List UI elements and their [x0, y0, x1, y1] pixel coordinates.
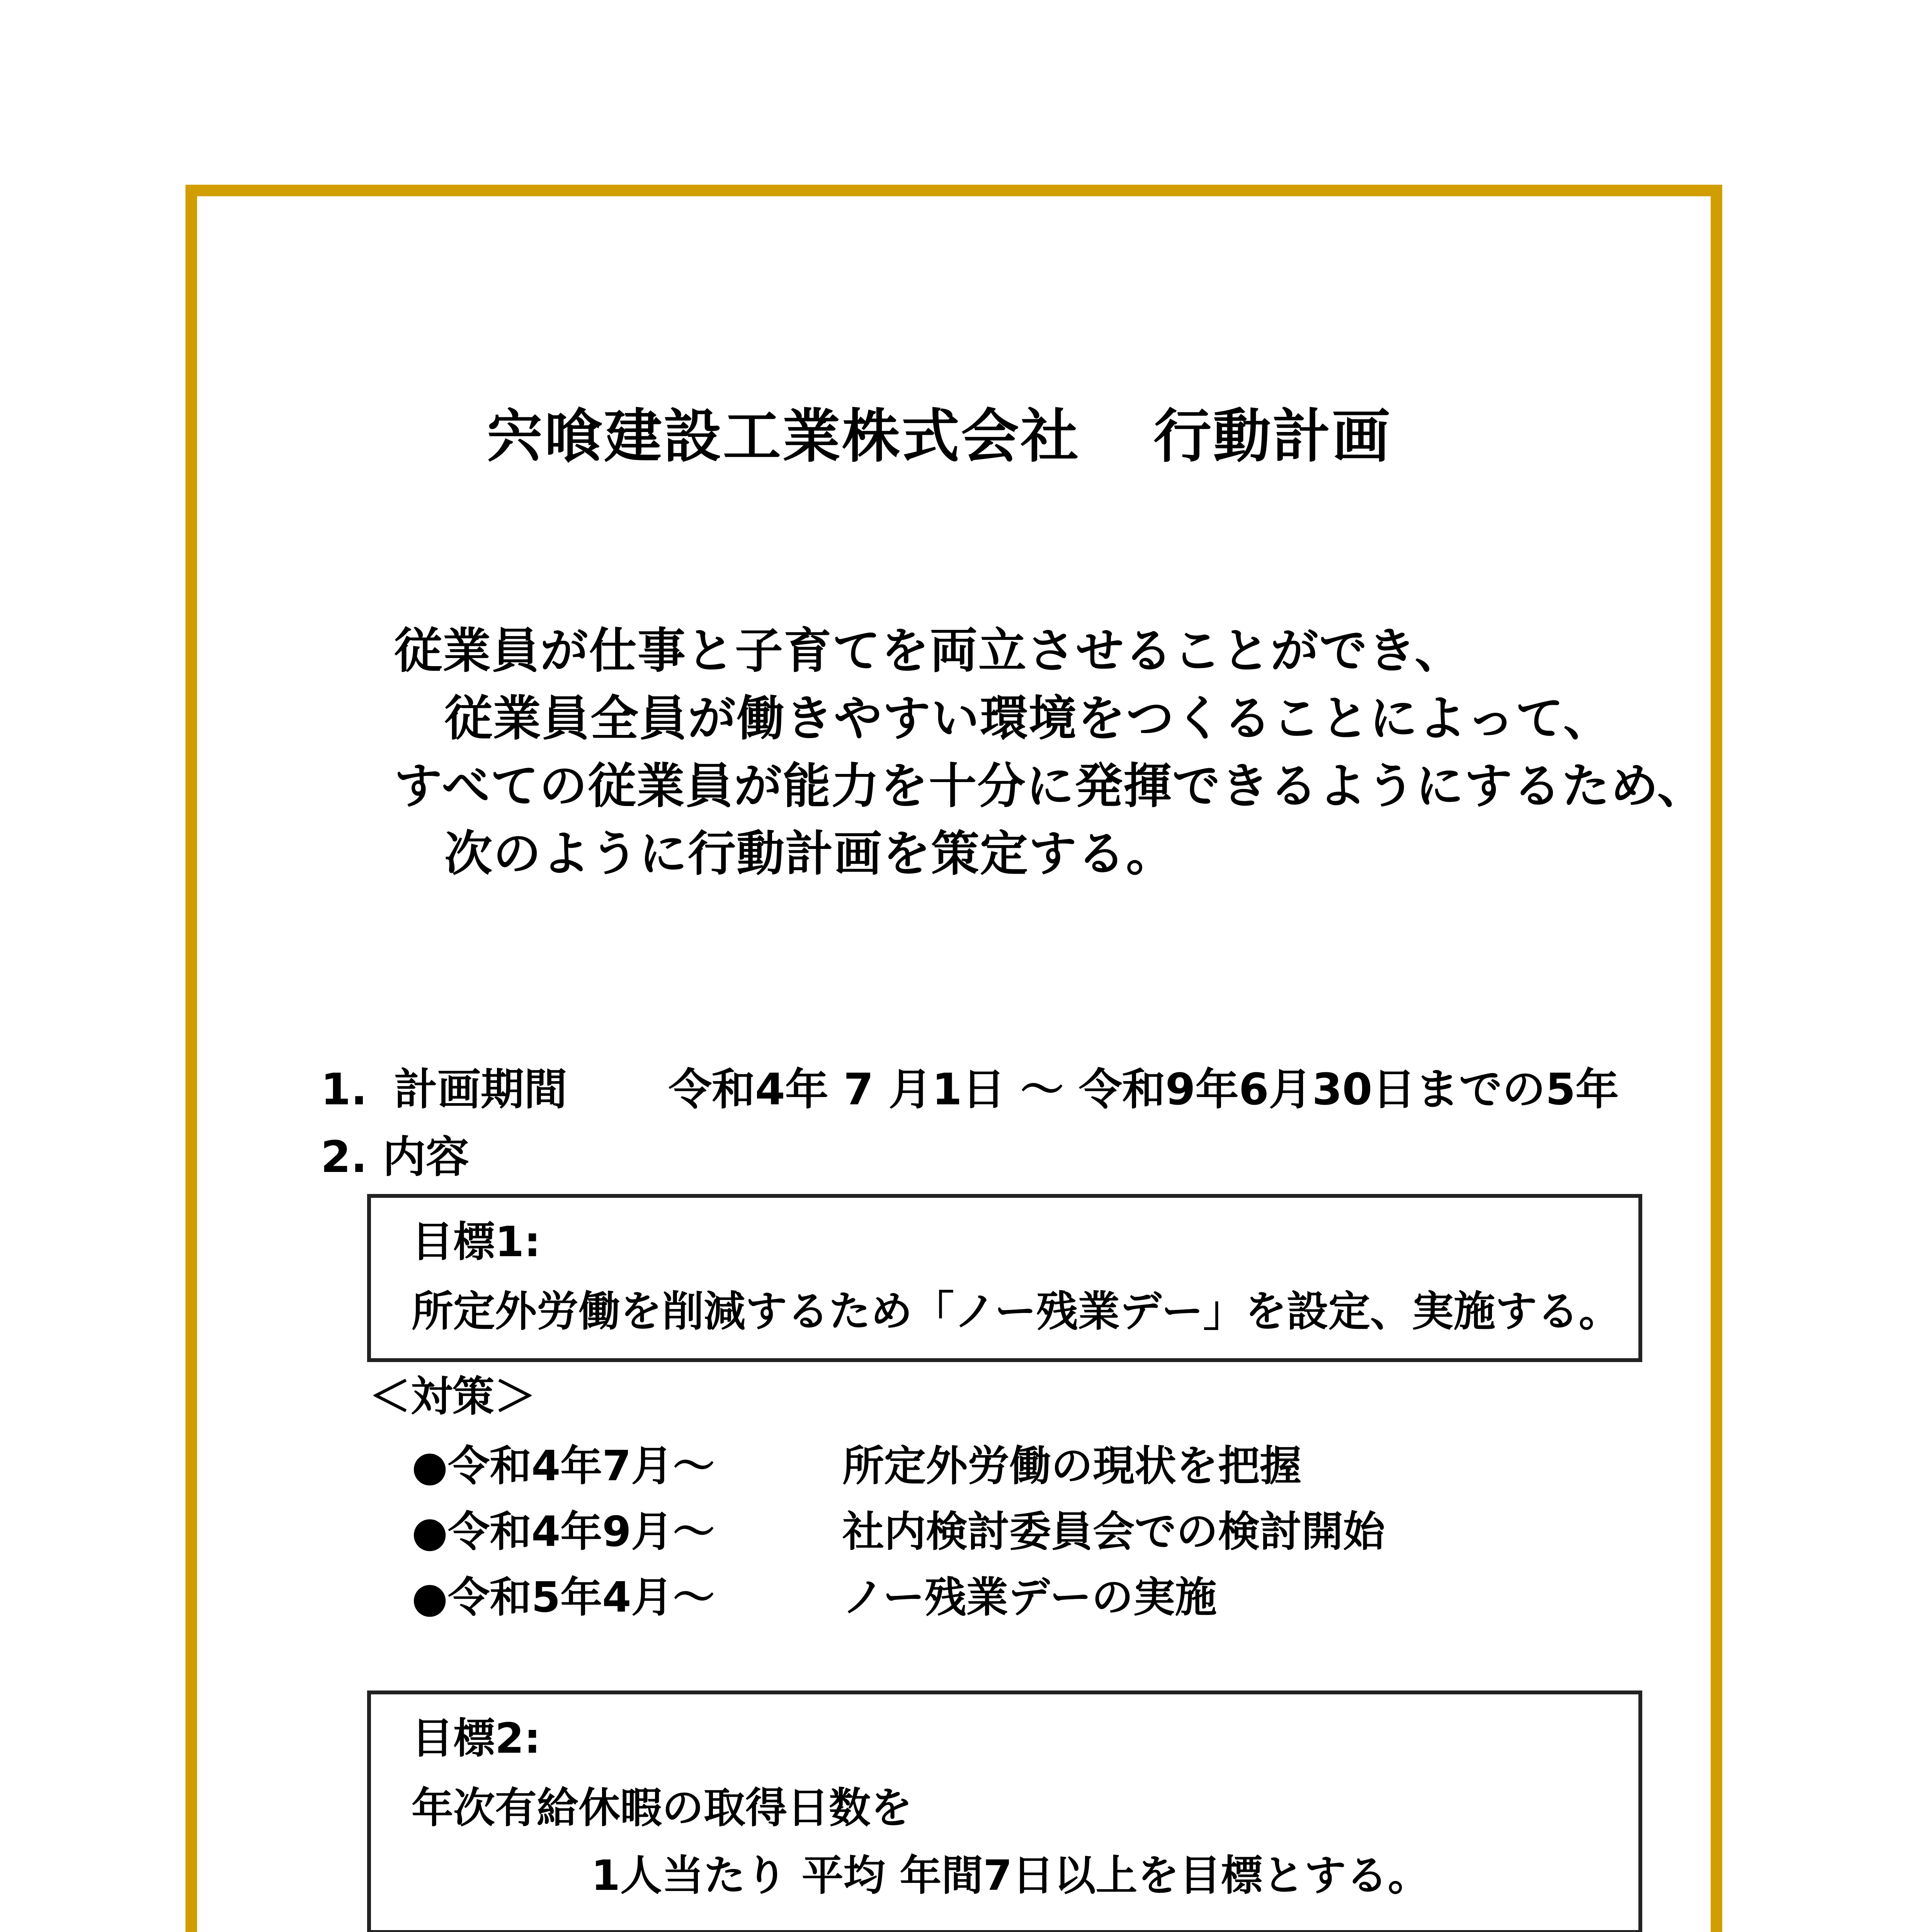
measures1-heading: ＜対策＞: [369, 1372, 536, 1421]
measure-text: 社内検討委員会での検討開始: [842, 1508, 1385, 1556]
measure-date: ●令和4年9月～: [412, 1508, 715, 1556]
measure-date: ●令和4年7月～: [412, 1442, 715, 1490]
goal2-line-2: 1人当たり 平均 年間7日以上を目標とする。: [591, 1852, 1430, 1900]
measure-date: ●令和5年4月～: [412, 1573, 715, 1622]
period-value: 令和4年 7 月1日 ～ 令和9年6月30日までの5年: [668, 1065, 1619, 1115]
content-label: 内容: [383, 1132, 469, 1182]
goal1-heading: 目標1:: [412, 1218, 541, 1266]
intro-line-3: すべての従業員が能力を十分に発揮できるようにするため、: [394, 759, 1706, 814]
goal2-line-1: 年次有給休暇の取得日数を: [412, 1784, 913, 1832]
company-name: 宍喰建設工業株式会社: [485, 403, 1080, 470]
intro-line-4: 次のように行動計画を策定する。: [444, 826, 1175, 882]
goal2-heading: 目標2:: [412, 1714, 541, 1763]
goal1-text: 所定外労働を削減するため「ノー残業デー」を設定、実施する。: [412, 1287, 1621, 1336]
measure-text: ノー残業デーの実施: [842, 1573, 1217, 1622]
period-label: 計画期間: [394, 1065, 567, 1115]
title-heading: 行動計画: [1153, 403, 1392, 470]
intro-line-2: 従業員全員が働きやすい環境をつくることによって、: [444, 691, 1612, 747]
content-number: 2.: [321, 1132, 367, 1182]
document-title: [485, 398, 1391, 475]
intro-line-1: 従業員が仕事と子育てを両立させることができ、: [394, 623, 1464, 679]
measure-text: 所定外労働の現状を把握: [842, 1442, 1302, 1490]
period-number: 1.: [321, 1065, 367, 1115]
